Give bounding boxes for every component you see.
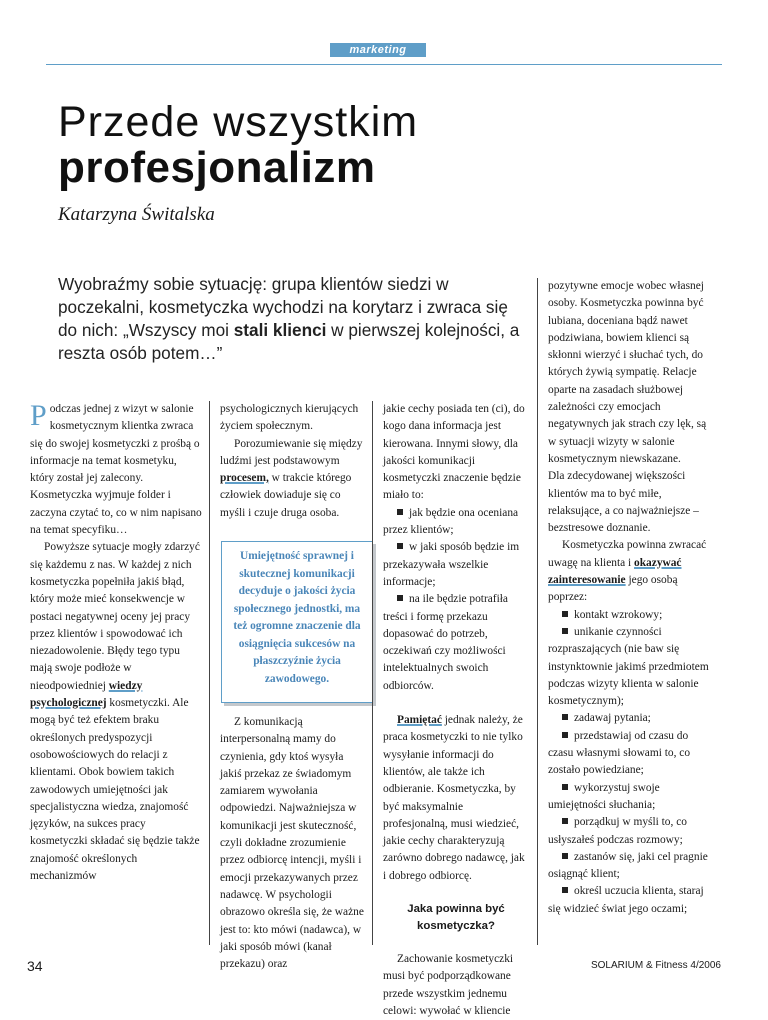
pull-quote: Umiejętność sprawnej i skutecznej komunikacji decyduje o jakości życia społecznego jednostki, ma też ogromne znaczenie dla osiągnięcia sukcesów na płaszczyźnie życia zawodowego.	[233, 550, 361, 685]
highlight-wiedzy: wiedzy psychologicznej	[30, 679, 143, 710]
column-2: psychologicznych kierujących życiem społecznym. Porozumiewanie się między ludźmi jest podstawowym procesem, w trakcie którego człowiek dowiaduje się co myśli i czuje druga osoba.	[220, 403, 363, 519]
page-number: 34	[27, 958, 43, 974]
bullet-icon	[562, 628, 568, 634]
list-item: unikanie czynności rozpraszających (nie baw się instynktownie jakimś przedmiotem podczas wizyty klienta w salonie kosmetycznym);	[548, 625, 709, 708]
column-separator	[537, 278, 538, 945]
lead-paragraph: Wyobraźmy sobie sytuację: grupa klientów siedzi w poczekalni, kosmetyczka wychodzi na korytarz i zwraca się do nich: „Wszyscy moi stali klienci w pierwszej kolejności, a reszta osób potem…”	[58, 274, 520, 363]
bullet-icon	[562, 611, 568, 617]
column-separator	[209, 401, 210, 945]
column-separator	[372, 401, 373, 945]
highlight-procesem: procesem,	[220, 472, 269, 485]
list-item: na ile będzie potrafiła treści i formę przekazu dopasować do potrzeb, oczekiwań czy możliwości intelektualnych swoich odbiorców.	[383, 593, 508, 692]
title-line-2: profesjonalizm	[58, 143, 376, 192]
bullet-icon	[562, 818, 568, 824]
list-item: jak będzie ona oceniana przez klientów;	[383, 506, 519, 537]
bullet-icon	[562, 784, 568, 790]
section-tag: marketing	[330, 43, 426, 57]
list-item: zastanów się, jaki cel pragnie osiągnąć klient;	[548, 850, 708, 881]
column-2-bottom: Z komunikacją interpersonalną mamy do czynienia, gdy ktoś wysyła jakiś przekaz ze świadomym zamiarem wywołania odpowiedzi. Najważniejsza w komunikacji jest skuteczność, czyli dokładne zrozumienie przez odbiorcę intencji, myśli i emocji przekazywanych przez nadawcę. W psychologii obrazowo określa się, że ważne jest to: kto mówi (nadawca), w jaki sposób mówi (kanał przekazu) oraz	[220, 716, 364, 971]
column-1: Podczas jednej z wizyt w salonie kosmetycznym klientka zwraca się do swojej kosmetyczki z prośbą o informacje na temat kosmetyku, który został jej zalecony. Kosmetyczka wyjmuje folder i zaczyna czytać to, co w nim napisano na temat specyfiku… Powyższe sytuacje mogły zdarzyć się każdemu z nas. W każdej z nich kosmetyczka popełniła jakiś błąd, który może mieć konsekwencje w postaci negatywnej oceny jej pracy przez klientów i spowodować ich niezadowolenie. Błędy tego typu mają swoje podłoże w nieodpowiedniej wiedzy psychologicznej kosmetyczki. Ale mogą być też efektem braku określonych predyspozycji osobowościowych do relacji z klientami. Obok bowiem takich zawodowych umiejętności jak specjalistyczna wiedza, znajomość języków, na sukces pracy kosmetyczki składać się będzie także znajomość określonych mechanizmów	[30, 399, 202, 883]
bullet-icon	[397, 543, 403, 549]
drop-cap: P	[30, 399, 47, 432]
lead-bold: stali klienci	[233, 320, 327, 340]
list-item: przedstawiaj od czasu do czasu własnymi słowami to, co zostało powiedziane;	[548, 729, 691, 777]
bullet-icon	[397, 509, 403, 515]
top-rule	[46, 64, 722, 65]
highlight-okazywac: okazywać zainteresowanie	[548, 556, 682, 587]
list-item: kontakt wzrokowy;	[548, 607, 716, 624]
bullet-icon	[562, 853, 568, 859]
list-item: określ uczucia klienta, staraj się widzieć świat jego oczami;	[548, 885, 704, 915]
column-3: jakie cechy posiada ten (ci), do kogo dana informacja jest kierowana. Innymi słowy, dla jakości komunikacji kosmetyczki znaczenie będzie miało to: jak będzie ona oceniana przez klientów; w jaki sposób będzie im przekazywała wszelkie informacje; na ile będzie potrafiła treści i formę przekazu dopasować do potrzeb, oczekiwań czy możliwości intelektualnych swoich odbiorców. Pamiętać jednak należy, że praca kosmetyczki to nie tylko wysyłanie informacji do klientów, ale także ich odbieranie. Kosmetyczka, by być maksymalnie profesjonalną, musi wiedzieć, jakie cechy charakteryzują zarówno dobrego nadawcę, jak i dobrego odbiorcę. Jaka powinna być kosmetyczka? Zachowanie kosmetyczki musi być podporządkowane przede wszystkim jednemu celowi: wywołać w kliencie	[383, 401, 529, 1020]
bullet-icon	[562, 887, 568, 893]
subheading: Jaka powinna być kosmetyczka?	[407, 903, 505, 933]
list-item: zadawaj pytania;	[548, 710, 716, 727]
pull-quote-box	[221, 541, 373, 703]
bullet-icon	[562, 714, 568, 720]
bullet-icon	[562, 732, 568, 738]
list-item: w jaki sposób będzie im przekazywała wszelkie informacje;	[383, 541, 520, 588]
column-4: pozytywne emocje wobec własnej osoby. Kosmetyczka powinna być lubiana, doceniana bądź nawet podziwiana, bowiem klienci są skłonni wierzyć i słuchać tych, do których żywią sympatię. Relacje oparte na zasadach służbowej zależności czy emocjach negatywnych jak strach czy lęk, są w sytuacji wizyty w salonie kosmetycznym niewskazane. Dla zdecydowanej większości klientów ma to być miłe, relaksujące, a co najważniejsze – bezstresowe doznanie. Kosmetyczka powinna zwracać uwagę na klienta i okazywać zainteresowanie jego osobą poprzez: kontakt wzrokowy; unikanie czynności rozpraszających (nie baw się instynktownie jakimś przedmiotem podczas wizyty klienta w salonie kosmetycznym); zadawaj pytania; przedstawiaj od czasu do czasu własnymi słowami to, co zostało powiedziane; wykorzystuj swoje umiejętności słuchania; porządkuj w myśli to, co usłyszałeś podczas rozmowy; zastanów się, jaki cel pragnie osiągnąć klient; określ uczucia klienta, staraj się widzieć świat jego oczami;	[548, 278, 716, 918]
magazine-issue: SOLARIUM & Fitness 4/2006	[590, 960, 721, 971]
list-item: wykorzystuj swoje umiejętności słuchania;	[548, 781, 660, 811]
bullet-icon	[397, 595, 403, 601]
list-item: porządkuj w myśli to, co usłyszałeś podczas rozmowy;	[548, 816, 687, 846]
highlight-pamietac: Pamiętać	[397, 714, 442, 727]
title-line-1: Przede wszystkim	[58, 98, 419, 146]
author: Katarzyna Świtalska	[58, 204, 215, 225]
